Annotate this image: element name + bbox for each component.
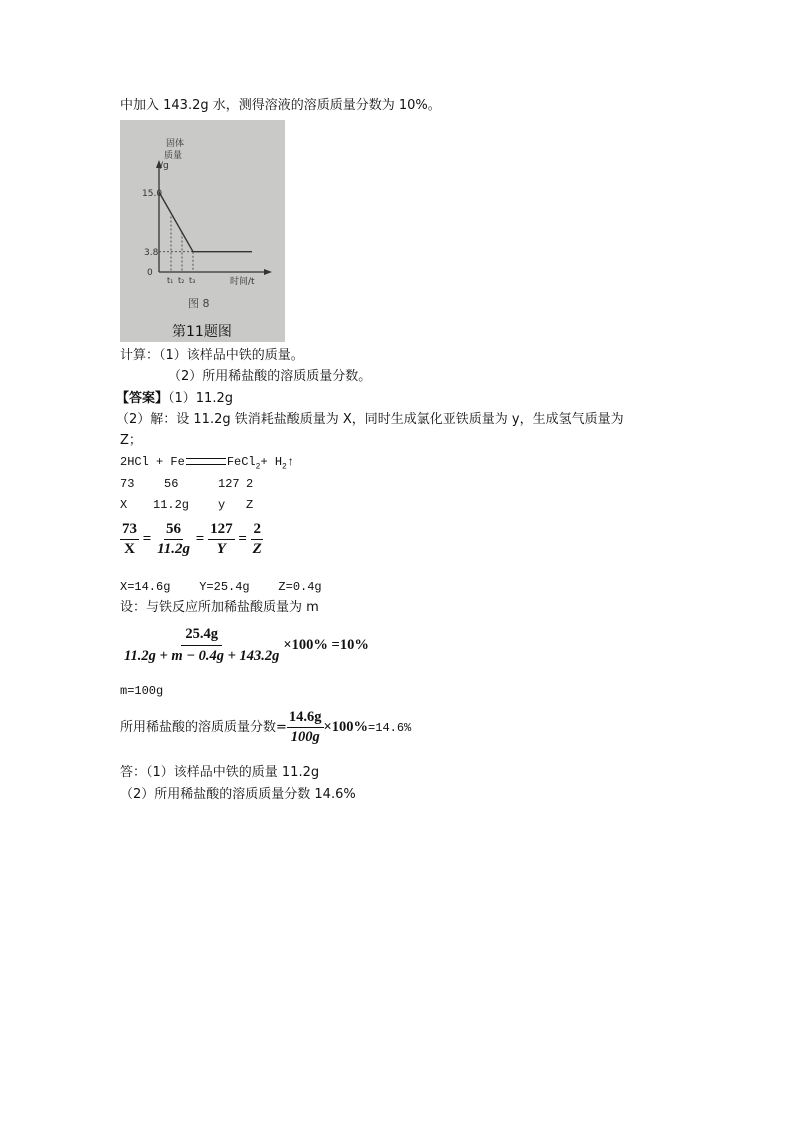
- y-tick-0: 0: [147, 268, 153, 278]
- conclusion-1: 答：（1）该样品中铁的质量 11.2g: [120, 765, 320, 780]
- unknown-y: y: [218, 498, 226, 512]
- solid-mass-chart: [120, 120, 285, 342]
- proportion-frac-4: $\frac{2}{Z}$: [252, 521, 262, 557]
- answer-2-line1: （2）解：设 11.2g 铁消耗盐酸质量为 X，同时生成氯化亚铁质量为 y，生成氢气质量为: [116, 412, 624, 427]
- answer-line1: [116, 390, 233, 408]
- answer-1: （1）11.2g: [168, 391, 233, 406]
- results-line: X=14.6g Y=25.4g Z=0.4g: [120, 580, 322, 594]
- conclusion-2: （2）所用稀盐酸的溶质质量分数 14.6%: [120, 787, 356, 802]
- proportion-equation: $\frac{73}{X}$ = $\frac{56}{11.2g}$ = $\frac{127}{Y}$ = $\frac{2}{Z}$: [122, 521, 262, 557]
- final-denominator: 100g: [290, 729, 320, 745]
- inner-caption: 图 8: [188, 297, 210, 310]
- final-fraction-line: [120, 709, 411, 746]
- question-label: 计算：: [120, 348, 160, 363]
- y-label-line2: 质量: [164, 151, 183, 161]
- x-axis-label: 时间/t: [230, 277, 255, 287]
- x-tick-t1: t₁: [167, 276, 174, 285]
- final-prefix: 所用稀盐酸的溶质质量分数=: [120, 719, 287, 735]
- proportion-frac-2: $\frac{56}{11.2g}$: [157, 521, 190, 557]
- y-label-line1: 固体: [166, 139, 185, 149]
- chemical-equation: [120, 455, 294, 471]
- question-2: （2）所用稀盐酸的溶质质量分数。: [168, 369, 372, 384]
- unknown-x: X: [120, 498, 128, 512]
- intro-line: 中加入 143.2g 水，测得溶液的溶质质量分数为 10%。: [120, 98, 441, 113]
- final-numerator: 14.6g: [287, 709, 324, 728]
- proportion-frac-1: $\frac{73}{X}$: [122, 521, 137, 557]
- mass-fecl2: 127: [218, 477, 240, 491]
- y-tick-15: 15.0: [142, 189, 163, 199]
- big-fraction-numerator: 25.4g: [181, 626, 222, 646]
- equation-equals-sign: [186, 458, 226, 465]
- big-fraction: [120, 626, 283, 665]
- big-fraction-denominator: 11.2g + m − 0.4g + 143.2g: [124, 648, 280, 664]
- problem-figure: [120, 120, 285, 342]
- equation-sub: 2: [255, 462, 261, 472]
- answer-2-line2: Z；: [120, 433, 142, 448]
- unknown-z: Z: [246, 498, 254, 512]
- final-tail: =14.6%: [368, 720, 412, 735]
- y-label-line3: /g: [160, 161, 169, 171]
- x-tick-t2: t₂: [178, 276, 185, 285]
- set-m-line: 设：与铁反应所加稀盐酸质量为 m: [120, 600, 319, 615]
- figure-caption: 第11题图: [172, 324, 232, 340]
- mass-fe: 56: [164, 477, 179, 491]
- y-tick-3-8: 3.8: [144, 248, 159, 258]
- gas-arrow-icon: ↑: [286, 455, 295, 469]
- mass-h2: 2: [246, 477, 254, 491]
- mass-fraction-equation: [120, 626, 369, 665]
- big-fraction-tail: ×100% =10%: [283, 637, 369, 653]
- m-result: m=100g: [120, 684, 164, 698]
- mass-hcl: 73: [120, 477, 135, 491]
- proportion-frac-3: $\frac{127}{Y}$: [210, 521, 233, 557]
- equation-h: + H: [260, 455, 283, 469]
- solid-mass-series-line: [159, 192, 252, 252]
- question-line1: [120, 347, 304, 365]
- question-1: （1）该样品中铁的质量。: [159, 348, 304, 363]
- equation-fecl: FeCl: [226, 455, 256, 469]
- answer-tag: 【答案】: [116, 391, 169, 406]
- final-mid: ×100%: [323, 719, 369, 735]
- unknown-fe: 11.2g: [153, 498, 190, 512]
- equation-sub-h: 2: [282, 462, 287, 472]
- equation-left: 2HCl + Fe: [120, 455, 185, 469]
- final-fraction: [287, 709, 324, 746]
- x-tick-t3: t₃: [189, 276, 196, 285]
